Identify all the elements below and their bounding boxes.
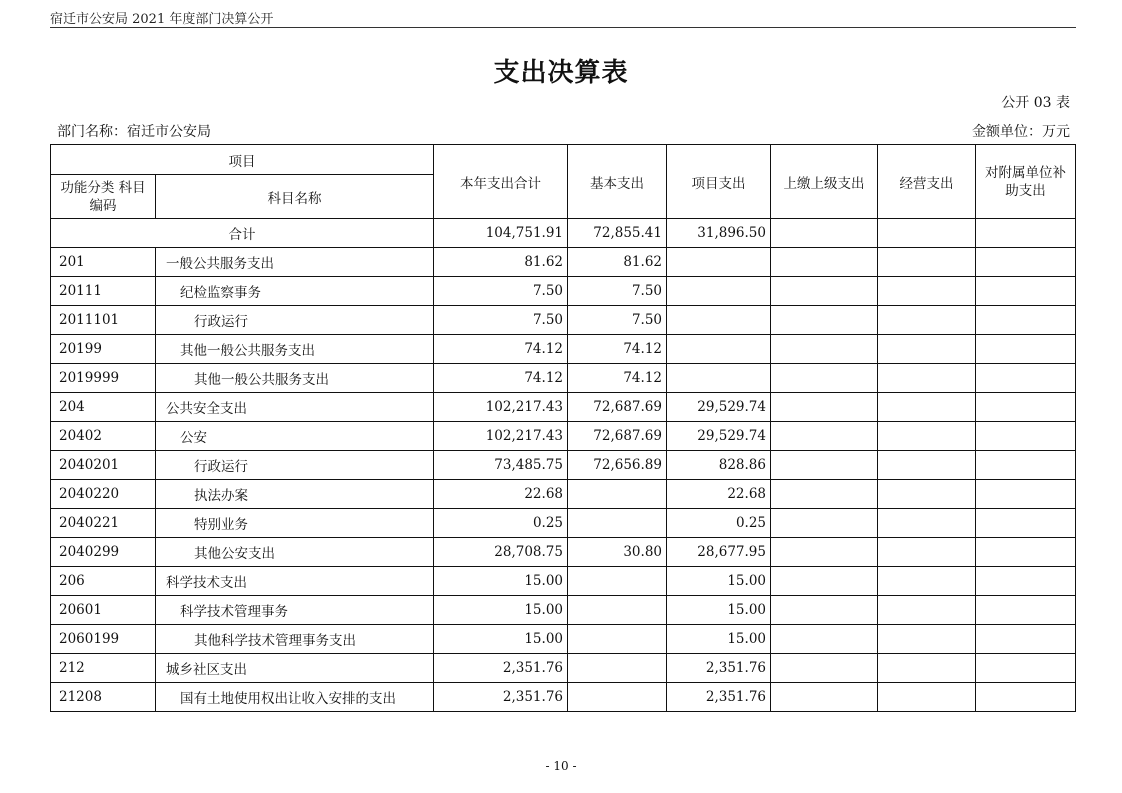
amount-upper xyxy=(771,335,878,364)
amount-total: 74.12 xyxy=(434,364,568,393)
amount-total: 7.50 xyxy=(434,277,568,306)
total-label: 合计 xyxy=(51,219,434,248)
amount-project: 828.86 xyxy=(667,451,771,480)
table-row xyxy=(51,277,1076,306)
amount-total: 2,351.76 xyxy=(434,654,568,683)
subject-code: 2019999 xyxy=(51,364,156,393)
amount-total: 22.68 xyxy=(434,480,568,509)
subject-name: 纪检监察事务 xyxy=(180,285,261,301)
amount-basic xyxy=(568,625,667,654)
amount-upper xyxy=(771,277,878,306)
amount-upper xyxy=(771,422,878,451)
subject-name-cell xyxy=(156,567,434,596)
subject-name: 城乡社区支出 xyxy=(166,662,247,678)
table-row xyxy=(51,509,1076,538)
amount-subsidy xyxy=(976,509,1076,538)
amount-total: 0.25 xyxy=(434,509,568,538)
amount-project: 15.00 xyxy=(667,625,771,654)
amount-upper xyxy=(771,393,878,422)
table-row xyxy=(51,596,1076,625)
header-item: 项目 xyxy=(51,145,434,175)
table-code: 公开 03 表 xyxy=(1001,95,1070,111)
header-project: 项目支出 xyxy=(667,145,771,219)
amount-business xyxy=(878,277,976,306)
amount-unit: 金额单位：万元 xyxy=(972,124,1070,140)
subject-code: 2040220 xyxy=(51,480,156,509)
amount-total: 28,708.75 xyxy=(434,538,568,567)
amount-upper xyxy=(771,596,878,625)
amount-subsidy xyxy=(976,248,1076,277)
amount-business xyxy=(878,596,976,625)
total-cell-upper xyxy=(771,219,878,248)
subject-code: 201 xyxy=(51,248,156,277)
amount-project xyxy=(667,364,771,393)
table-row xyxy=(51,480,1076,509)
total-cell-business xyxy=(878,219,976,248)
amount-basic: 72,656.89 xyxy=(568,451,667,480)
amount-subsidy xyxy=(976,596,1076,625)
table-row xyxy=(51,248,1076,277)
subject-name: 其他一般公共服务支出 xyxy=(194,372,329,388)
amount-basic: 72,687.69 xyxy=(568,422,667,451)
amount-subsidy xyxy=(976,393,1076,422)
subject-name-cell xyxy=(156,596,434,625)
amount-upper xyxy=(771,306,878,335)
running-header: 宿迁市公安局 2021 年度部门决算公开 xyxy=(50,12,274,27)
amount-business xyxy=(878,538,976,567)
subject-name-cell xyxy=(156,422,434,451)
table-row xyxy=(51,364,1076,393)
amount-project: 2,351.76 xyxy=(667,654,771,683)
amount-upper xyxy=(771,538,878,567)
table-row xyxy=(51,393,1076,422)
table-row xyxy=(51,625,1076,654)
amount-basic: 81.62 xyxy=(568,248,667,277)
amount-business xyxy=(878,422,976,451)
subject-code: 2060199 xyxy=(51,625,156,654)
total-cell-subsidy xyxy=(976,219,1076,248)
amount-subsidy xyxy=(976,480,1076,509)
subject-name-cell xyxy=(156,538,434,567)
expenditure-table xyxy=(50,144,1076,712)
amount-upper xyxy=(771,567,878,596)
amount-subsidy xyxy=(976,538,1076,567)
amount-total: 2,351.76 xyxy=(434,683,568,712)
table-row xyxy=(51,306,1076,335)
department-name: 部门名称：宿迁市公安局 xyxy=(57,124,211,140)
amount-upper xyxy=(771,654,878,683)
amount-subsidy xyxy=(976,335,1076,364)
table-row xyxy=(51,654,1076,683)
subject-name-cell xyxy=(156,277,434,306)
subject-name-cell xyxy=(156,393,434,422)
amount-project: 15.00 xyxy=(667,567,771,596)
header-upper: 上缴上级支出 xyxy=(771,145,878,219)
amount-subsidy xyxy=(976,451,1076,480)
amount-basic xyxy=(568,509,667,538)
subject-code: 2040201 xyxy=(51,451,156,480)
amount-project xyxy=(667,335,771,364)
amount-upper xyxy=(771,451,878,480)
subject-name: 一般公共服务支出 xyxy=(166,256,274,272)
amount-total: 15.00 xyxy=(434,567,568,596)
amount-subsidy xyxy=(976,654,1076,683)
amount-business xyxy=(878,335,976,364)
subject-name-cell xyxy=(156,480,434,509)
header-basic: 基本支出 xyxy=(568,145,667,219)
subject-name: 国有土地使用权出让收入安排的支出 xyxy=(180,691,396,707)
amount-project xyxy=(667,306,771,335)
amount-business xyxy=(878,306,976,335)
amount-basic xyxy=(568,567,667,596)
subject-name-cell xyxy=(156,451,434,480)
amount-upper xyxy=(771,364,878,393)
subject-name-cell xyxy=(156,335,434,364)
amount-project: 28,677.95 xyxy=(667,538,771,567)
amount-upper xyxy=(771,625,878,654)
amount-total: 102,217.43 xyxy=(434,422,568,451)
subject-name: 公安 xyxy=(180,430,207,446)
amount-project: 2,351.76 xyxy=(667,683,771,712)
header-rule xyxy=(50,27,1076,28)
amount-project xyxy=(667,277,771,306)
amount-upper xyxy=(771,248,878,277)
subject-code: 206 xyxy=(51,567,156,596)
amount-upper xyxy=(771,509,878,538)
table-row xyxy=(51,538,1076,567)
subject-code: 212 xyxy=(51,654,156,683)
amount-basic: 7.50 xyxy=(568,306,667,335)
amount-upper xyxy=(771,683,878,712)
page-title: 支出决算表 xyxy=(493,58,629,88)
amount-business xyxy=(878,480,976,509)
amount-basic xyxy=(568,654,667,683)
amount-subsidy xyxy=(976,683,1076,712)
subject-code: 20199 xyxy=(51,335,156,364)
amount-basic: 72,687.69 xyxy=(568,393,667,422)
amount-subsidy xyxy=(976,422,1076,451)
table-row xyxy=(51,451,1076,480)
amount-project: 29,529.74 xyxy=(667,422,771,451)
subject-name: 执法办案 xyxy=(194,488,248,504)
page-number: - 10 - xyxy=(545,759,577,773)
amount-basic: 7.50 xyxy=(568,277,667,306)
amount-business xyxy=(878,509,976,538)
total-cell-basic: 72,855.41 xyxy=(568,219,667,248)
amount-basic xyxy=(568,683,667,712)
amount-business xyxy=(878,393,976,422)
subject-name-cell xyxy=(156,625,434,654)
amount-project: 22.68 xyxy=(667,480,771,509)
amount-subsidy xyxy=(976,277,1076,306)
total-cell-total: 104,751.91 xyxy=(434,219,568,248)
amount-total: 81.62 xyxy=(434,248,568,277)
subject-name-cell xyxy=(156,364,434,393)
amount-total: 74.12 xyxy=(434,335,568,364)
amount-subsidy xyxy=(976,306,1076,335)
subject-code: 2040221 xyxy=(51,509,156,538)
header-total: 本年支出合计 xyxy=(434,145,568,219)
amount-basic xyxy=(568,596,667,625)
amount-business xyxy=(878,625,976,654)
header-subsidy: 对附属单位补 助支出 xyxy=(976,145,1076,219)
amount-subsidy xyxy=(976,364,1076,393)
subject-name: 其他公安支出 xyxy=(194,546,275,562)
amount-total: 15.00 xyxy=(434,596,568,625)
amount-basic: 74.12 xyxy=(568,364,667,393)
amount-upper xyxy=(771,480,878,509)
header-func-code: 功能分类 科目编码 xyxy=(51,175,156,219)
subject-name: 科学技术管理事务 xyxy=(180,604,288,620)
subject-code: 2040299 xyxy=(51,538,156,567)
amount-basic: 30.80 xyxy=(568,538,667,567)
subject-name-cell xyxy=(156,248,434,277)
table-row xyxy=(51,422,1076,451)
amount-total: 102,217.43 xyxy=(434,393,568,422)
amount-project: 0.25 xyxy=(667,509,771,538)
total-row xyxy=(51,219,1076,248)
subject-name: 科学技术支出 xyxy=(166,575,247,591)
subject-code: 2011101 xyxy=(51,306,156,335)
amount-subsidy xyxy=(976,625,1076,654)
subject-name-cell xyxy=(156,654,434,683)
subject-code: 20601 xyxy=(51,596,156,625)
table-row xyxy=(51,567,1076,596)
amount-total: 7.50 xyxy=(434,306,568,335)
subject-name: 行政运行 xyxy=(194,314,248,330)
amount-business xyxy=(878,654,976,683)
header-business: 经营支出 xyxy=(878,145,976,219)
subject-name: 特别业务 xyxy=(194,517,248,533)
subject-name-cell xyxy=(156,306,434,335)
amount-basic: 74.12 xyxy=(568,335,667,364)
amount-business xyxy=(878,364,976,393)
subject-name: 公共安全支出 xyxy=(166,401,247,417)
amount-subsidy xyxy=(976,567,1076,596)
subject-name: 行政运行 xyxy=(194,459,248,475)
subject-name: 其他科学技术管理事务支出 xyxy=(194,633,356,649)
subject-code: 21208 xyxy=(51,683,156,712)
total-cell-project: 31,896.50 xyxy=(667,219,771,248)
subject-code: 204 xyxy=(51,393,156,422)
amount-project xyxy=(667,248,771,277)
subject-name-cell xyxy=(156,509,434,538)
table-row xyxy=(51,683,1076,712)
amount-total: 73,485.75 xyxy=(434,451,568,480)
subject-code: 20402 xyxy=(51,422,156,451)
amount-business xyxy=(878,451,976,480)
amount-business xyxy=(878,248,976,277)
amount-project: 15.00 xyxy=(667,596,771,625)
amount-project: 29,529.74 xyxy=(667,393,771,422)
amount-basic xyxy=(568,480,667,509)
subject-name-cell xyxy=(156,683,434,712)
header-subject-name: 科目名称 xyxy=(156,175,434,219)
amount-business xyxy=(878,683,976,712)
subject-name: 其他一般公共服务支出 xyxy=(180,343,315,359)
table-row xyxy=(51,335,1076,364)
amount-total: 15.00 xyxy=(434,625,568,654)
amount-business xyxy=(878,567,976,596)
subject-code: 20111 xyxy=(51,277,156,306)
